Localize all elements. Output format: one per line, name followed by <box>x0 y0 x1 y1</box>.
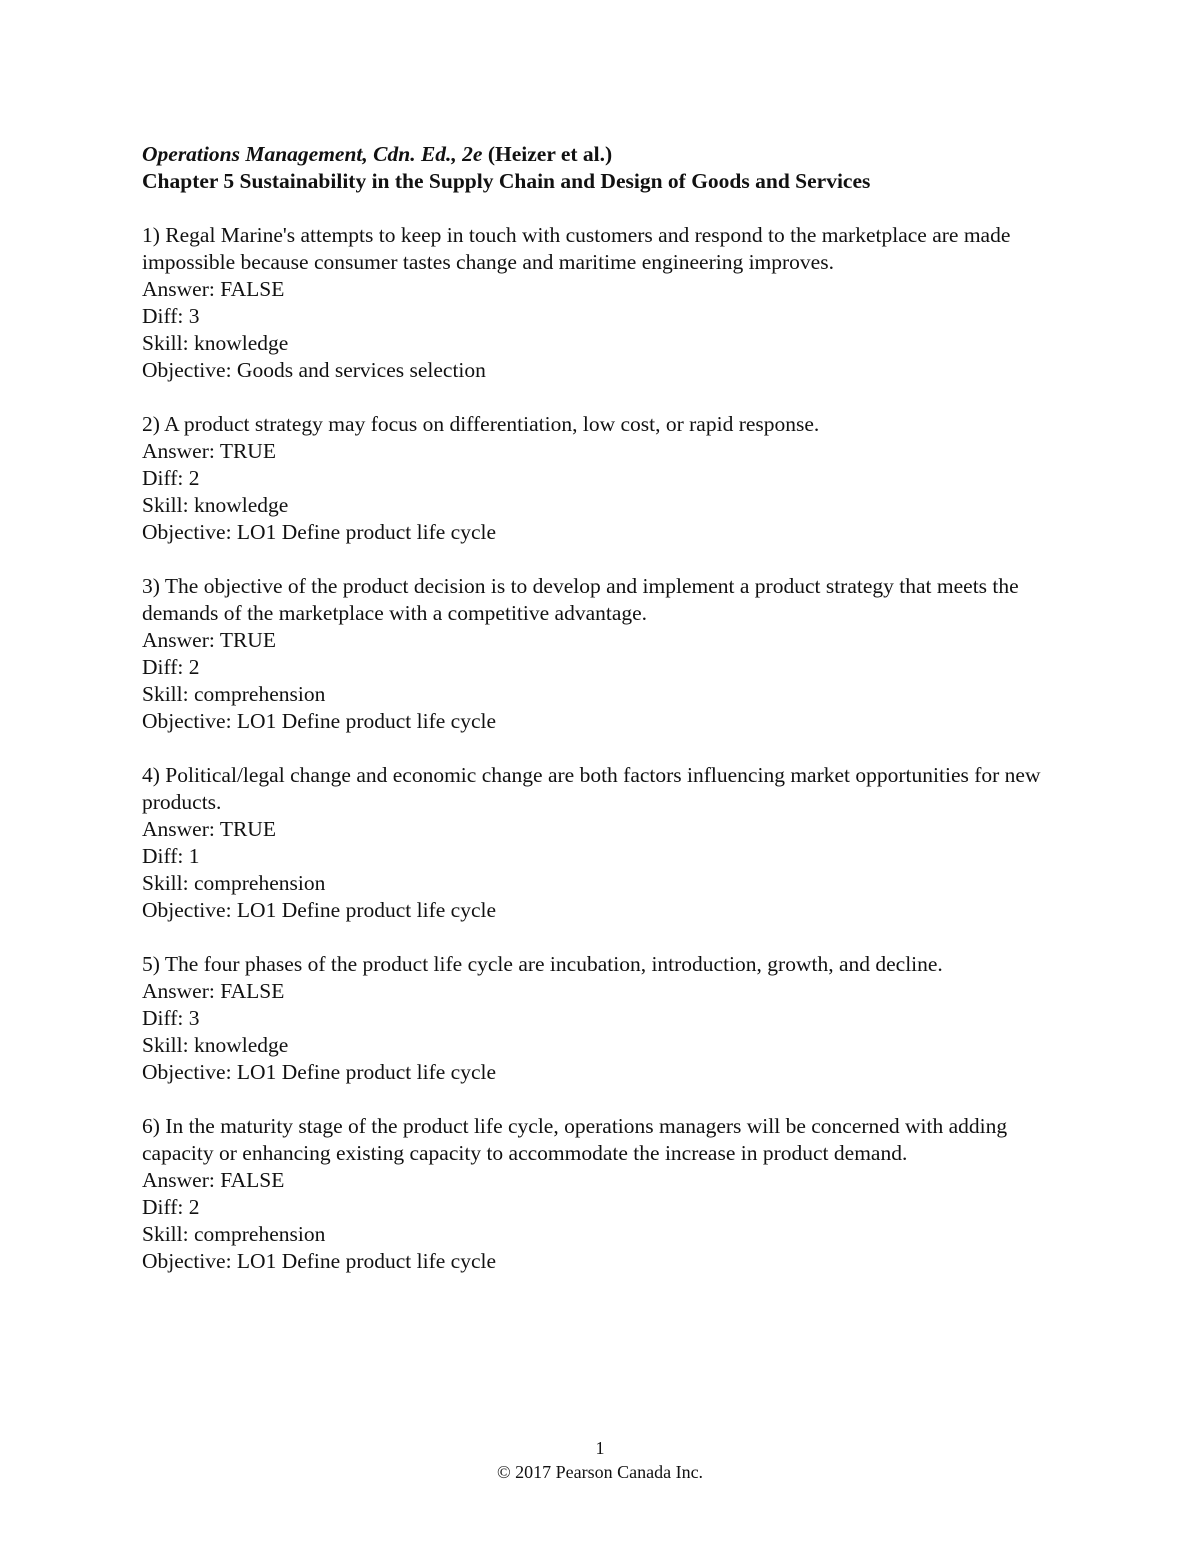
question-skill: Skill: comprehension <box>142 1222 326 1246</box>
question-skill: Skill: knowledge <box>142 493 289 517</box>
question-answer: Answer: FALSE <box>142 277 285 301</box>
question-difficulty: Diff: 3 <box>142 1006 200 1030</box>
question-3 <box>142 573 1082 735</box>
question-difficulty: Diff: 2 <box>142 1195 200 1219</box>
question-text: 1) Regal Marine's attempts to keep in touch with customers and respond to the marketplace are made impossible because consumer tastes change and maritime engineering improves. <box>142 223 1011 274</box>
book-title <box>142 141 1082 168</box>
question-difficulty: Diff: 2 <box>142 466 200 490</box>
page-number: 1 <box>595 1438 605 1458</box>
question-1 <box>142 222 1082 384</box>
question-5 <box>142 951 1082 1086</box>
question-2 <box>142 411 1082 546</box>
question-answer: Answer: TRUE <box>142 439 276 463</box>
copyright-notice: © 2017 Pearson Canada Inc. <box>496 1462 704 1482</box>
question-answer: Answer: FALSE <box>142 979 285 1003</box>
question-answer: Answer: FALSE <box>142 1168 285 1192</box>
question-skill: Skill: knowledge <box>142 331 289 355</box>
chapter-title: Chapter 5 Sustainability in the Supply Chain and Design of Goods and Services <box>142 169 871 193</box>
question-skill: Skill: knowledge <box>142 1033 289 1057</box>
question-objective: Objective: LO1 Define product life cycle <box>142 709 497 733</box>
question-text: 6) In the maturity stage of the product life cycle, operations managers will be concerned with adding capacity or enhancing existing capacity to accommodate the increase in product demand. <box>142 1114 1008 1165</box>
question-skill: Skill: comprehension <box>142 682 326 706</box>
question-text: 5) The four phases of the product life cycle are incubation, introduction, growth, and decline. <box>142 952 943 976</box>
question-6 <box>142 1113 1082 1275</box>
question-answer: Answer: TRUE <box>142 817 276 841</box>
question-objective: Objective: Goods and services selection <box>142 358 486 382</box>
question-text: 3) The objective of the product decision is to develop and implement a product strategy that meets the demands of the marketplace with a competitive advantage. <box>142 574 1019 625</box>
question-text: 4) Political/legal change and economic change are both factors influencing market opportunities for new products. <box>142 763 1041 814</box>
question-objective: Objective: LO1 Define product life cycle <box>142 1249 497 1273</box>
question-objective: Objective: LO1 Define product life cycle <box>142 520 497 544</box>
question-skill: Skill: comprehension <box>142 871 326 895</box>
question-answer: Answer: TRUE <box>142 628 276 652</box>
question-difficulty: Diff: 3 <box>142 304 200 328</box>
book-title-authors: (Heizer et al.) <box>482 142 613 166</box>
question-difficulty: Diff: 1 <box>142 844 200 868</box>
page-content <box>142 141 1082 1302</box>
question-4 <box>142 762 1082 924</box>
question-objective: Objective: LO1 Define product life cycle <box>142 1060 497 1084</box>
question-text: 2) A product strategy may focus on differentiation, low cost, or rapid response. <box>142 412 820 436</box>
question-objective: Objective: LO1 Define product life cycle <box>142 898 497 922</box>
question-difficulty: Diff: 2 <box>142 655 200 679</box>
book-title-italic: Operations Management, Cdn. Ed., 2e <box>142 142 483 166</box>
